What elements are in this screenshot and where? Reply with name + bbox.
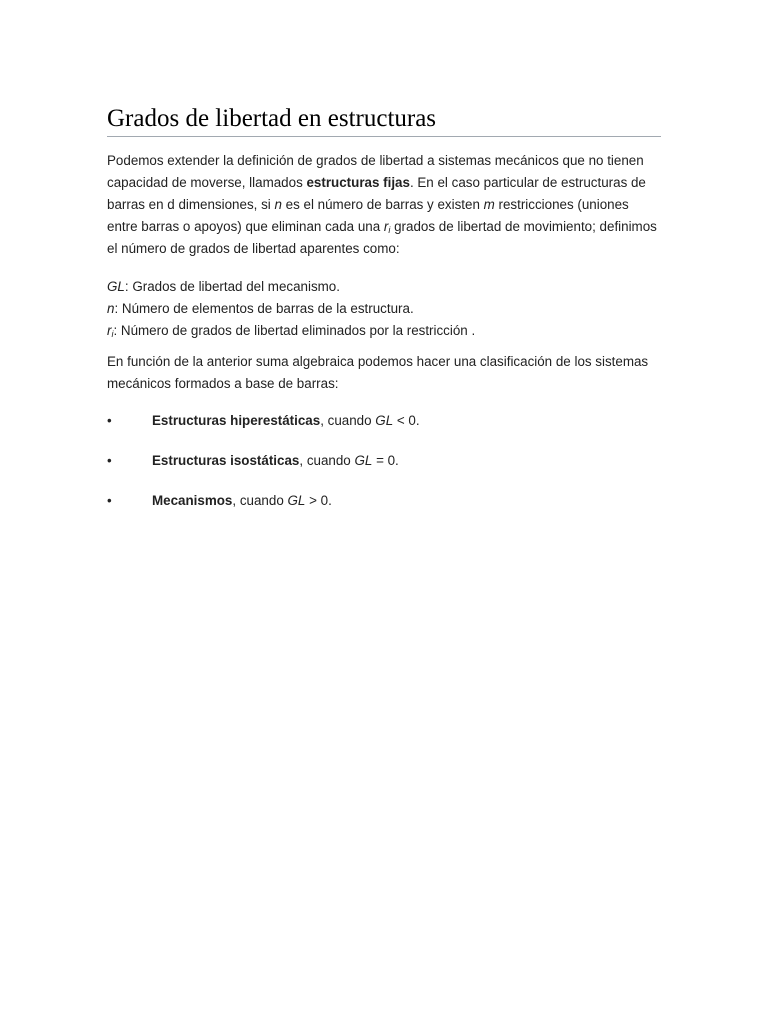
- definition-term: $r_i$: [107, 323, 114, 339]
- intro-var-m: m: [483, 197, 495, 212]
- article-section: [107, 104, 661, 530]
- item-text: , cuando: [232, 493, 288, 508]
- intro-text-3: es el número de barras y existen: [281, 197, 484, 212]
- classification-list: [107, 410, 661, 512]
- intro-var-r: $r_i$: [383, 219, 391, 235]
- definition-term-subscript: i: [111, 329, 114, 339]
- bullet-icon: •: [107, 413, 112, 428]
- item-var: GL: [354, 453, 373, 468]
- definition-text: : Grados de libertad del mecanismo.: [124, 279, 340, 294]
- intro-text-5: grados de libertad de movimiento; definimos el número de grados de libertad aparentes como:: [107, 219, 657, 256]
- definition-text: : Número de grados de libertad eliminados por la restricción .: [113, 323, 476, 338]
- definitions-block: [107, 276, 661, 342]
- item-var: GL: [375, 413, 394, 428]
- intro-text-1: Podemos extender la definición de grados de libertad a sistemas mecánicos que no tienen capacidad de moverse, llamados: [107, 153, 644, 190]
- definition-text: : Número de elementos de barras de la estructura.: [114, 301, 414, 316]
- list-item: [107, 490, 661, 512]
- item-condition: > 0.: [305, 493, 332, 508]
- item-term: Mecanismos: [152, 493, 233, 508]
- item-condition: = 0.: [372, 453, 399, 468]
- intro-text-4: restricciones (uniones entre barras o apoyos) que eliminan cada una: [107, 197, 629, 234]
- definition-line: [107, 320, 661, 342]
- classification-paragraph: En función de la anterior suma algebraica podemos hacer una clasificación de los sistemas mecánicos formados a base de barras:: [107, 354, 649, 391]
- bullet-icon: •: [107, 493, 112, 508]
- section-heading: Grados de libertad en estructuras: [107, 104, 661, 137]
- list-item: [107, 450, 661, 472]
- definition-term: n: [107, 301, 115, 316]
- intro-var-n: n: [274, 197, 282, 212]
- item-text: , cuando: [299, 453, 355, 468]
- intro-text-2: . En el caso particular de estructuras de barras en d dimensiones, si: [107, 175, 646, 212]
- definition-term: GL: [107, 279, 125, 294]
- item-term: Estructuras isostáticas: [152, 453, 300, 468]
- intro-var-r-subscript: i: [388, 225, 391, 235]
- intro-bold-term: estructuras fijas: [306, 175, 410, 190]
- intro-paragraph: [107, 150, 661, 260]
- item-text: , cuando: [320, 413, 376, 428]
- item-term: Estructuras hiperestáticas: [152, 413, 321, 428]
- bullet-icon: •: [107, 453, 112, 468]
- list-item: [107, 410, 661, 432]
- definition-line: [107, 276, 661, 298]
- item-var: GL: [287, 493, 306, 508]
- item-condition: < 0.: [393, 413, 420, 428]
- definition-line: [107, 298, 661, 320]
